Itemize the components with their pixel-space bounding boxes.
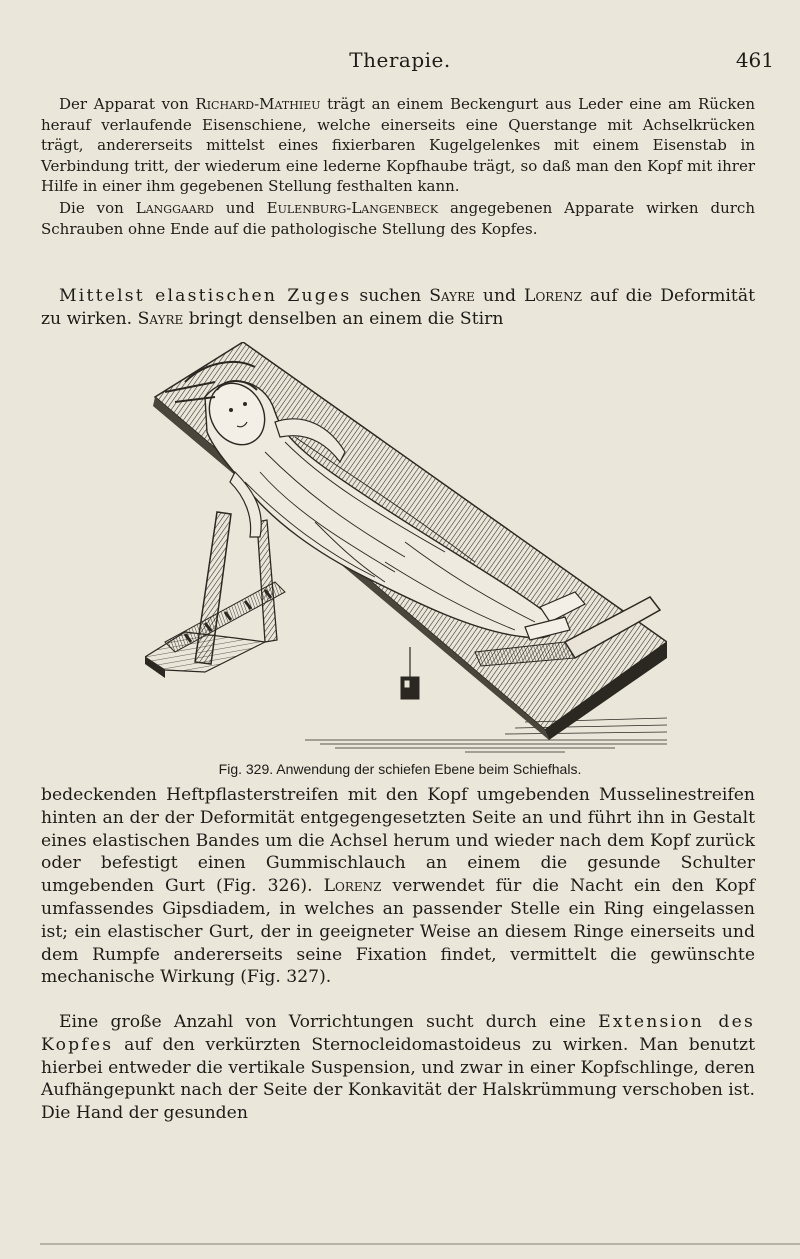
page-edge-rule xyxy=(40,1243,800,1245)
text: auf die Deformität zu wirken. xyxy=(41,286,755,329)
author-name: Langgaard xyxy=(135,199,214,217)
emphasized-term: Mittelst elastischen Zuges xyxy=(59,286,352,306)
page-number: 461 xyxy=(735,48,774,72)
support-leg-back xyxy=(257,520,277,642)
paragraph-sayre-lorenz xyxy=(41,784,755,989)
text: trägt an einem Beckengurt aus Leder eine am Rücken herauf verlaufende Eisenschiene, welche einerseits eine Querstange mit Achselkrücken trägt, andererseits mittelst eines fixierbaren Kugelgelenkes mit einem Eisenstab in Verbindung tritt, der wiederum eine lederne Kopfhaube trägt, so daß man den Kopf mit ihrer Hilfe in einer ihm gegebenen Stellung festhalten kann. xyxy=(41,95,755,196)
text: Der Apparat von xyxy=(59,95,196,113)
paragraph-extension xyxy=(41,1011,755,1125)
figure-illustration xyxy=(145,342,667,754)
text: verwendet für die Nacht ein den Kopf umfassendes Gipsdiadem, in welches an passender Stelle ein Ring eingelassen ist; ein elastischer Gurt, der in geeigneter Weise an diesem Ringe einerseits und dem Rumpfe andererseits seine Fixation findet, vermittelt die gewünschte mechanische Wirkung (Fig. 327). xyxy=(41,876,756,988)
emphasized-term: Extension des Kopfes xyxy=(41,1012,755,1055)
paragraph-elastic-traction xyxy=(41,285,755,331)
author-name: Sayre xyxy=(137,308,184,329)
figure-caption: Fig. 329. Anwendung der schiefen Ebene beim Schiefhals. xyxy=(218,761,582,777)
text: Die von xyxy=(59,199,136,217)
author-name: Lorenz xyxy=(323,876,382,897)
paragraph-langgaard xyxy=(41,198,755,239)
author-name: Sayre xyxy=(429,286,475,306)
text: suchen xyxy=(351,286,430,306)
running-header xyxy=(0,48,800,74)
text: angegebenen Apparate wirken durch Schrauben ohne Ende auf die pathologische Stellung des Kopfes. xyxy=(41,199,755,238)
author-name: Richard-Mathieu xyxy=(195,95,321,113)
floor-lines xyxy=(305,718,667,752)
text: bedeckenden Heftpflasterstreifen mit den Kopf umgebenden Musselinestreifen hinten an der der Deformität entgegengesetzten Seite an und führt ihn in Gestalt eines elastischen Bandes um die Achsel herum und wieder nach dem Kopf zurück oder befestigt einen Gummischlauch an einem die gesunde Schulter umgebenden Gurt (Fig. 326). xyxy=(41,785,755,897)
text: und xyxy=(213,199,267,217)
header-title: Therapie. xyxy=(349,48,451,72)
text: Eine große Anzahl von Vorrichtungen sucht durch eine xyxy=(59,1012,599,1032)
author-name: Lorenz xyxy=(524,286,582,306)
text: auf den verkürzten Sternocleidomastoideus zu wirken. Man benutzt hierbei entweder die vertikale Suspension, und zwar in einer Kopfschlinge, deren Aufhängepunkt nach der Seite der Konkavität der Halskrümmung verschoben ist. Die Hand der gesunden xyxy=(41,1034,755,1124)
author-name: Eulenburg-Langenbeck xyxy=(266,199,439,217)
weight xyxy=(401,647,419,699)
text: bringt denselben an einem die Stirn xyxy=(183,308,504,329)
text: und xyxy=(474,286,525,306)
paragraph-richard-mathieu xyxy=(41,94,755,197)
